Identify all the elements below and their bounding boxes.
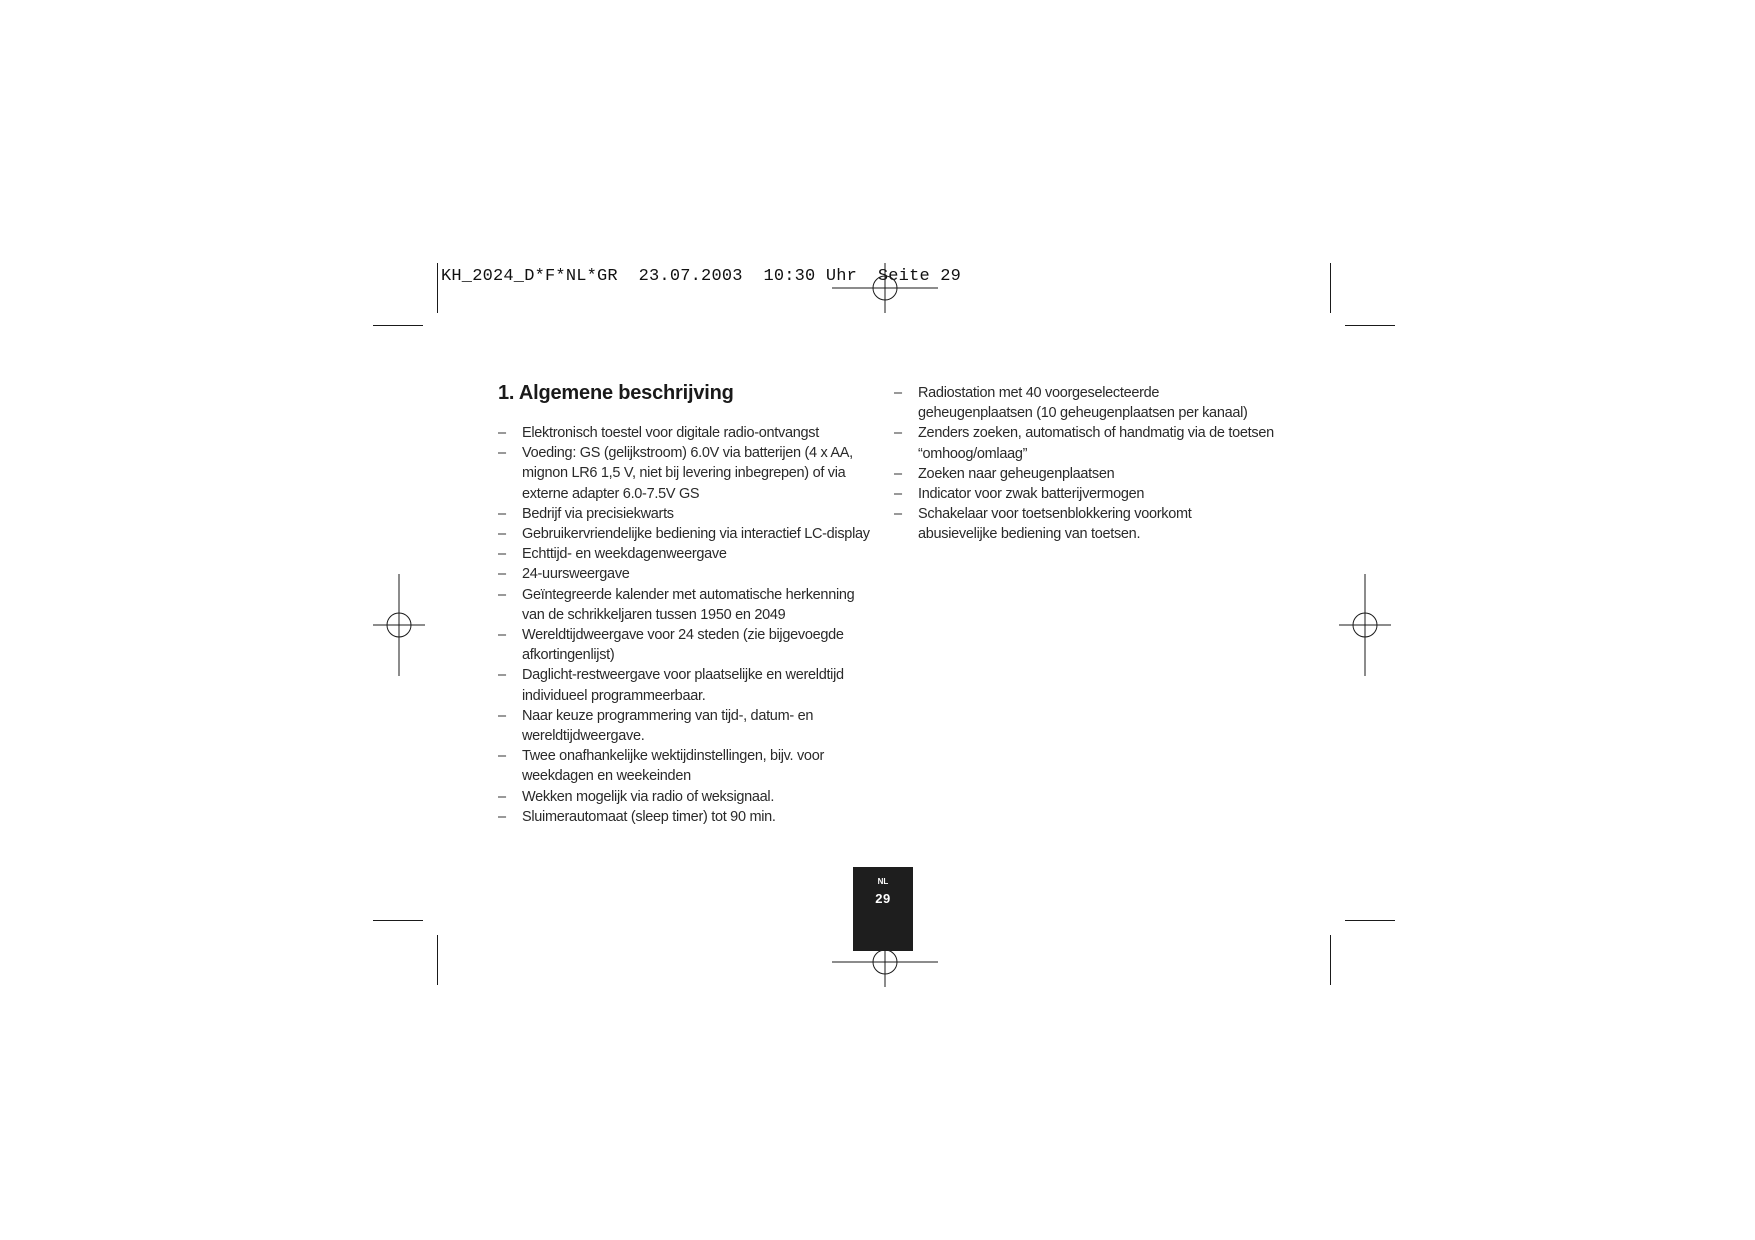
section-heading: 1. Algemene beschrijving [498,382,734,404]
crop-mark [437,263,438,313]
list-item: – Daglicht-restweergave voor plaatselijke en wereldtijd individueel programmeerbaar. [498,665,878,705]
right-column [894,383,1274,545]
list-item: – 24-uursweergave [498,564,878,584]
registration-mark-right [1339,574,1391,676]
list-item: – Bedrijf via precisiekwarts [498,504,878,524]
printer-slug: KH_2024_D*F*NL*GR 23.07.2003 10:30 Uhr Seite 29 [441,267,962,286]
language-label: NL [877,877,889,886]
crop-mark [1330,263,1331,313]
list-item: – Zenders zoeken, automatisch of handmatig via de toetsen “omhoog/omlaag” [894,423,1274,463]
registration-mark-top [832,263,938,313]
list-item: – Voeding: GS (gelijkstroom) 6.0V via batterijen (4 x AA, mignon LR6 1,5 V, niet bij levering inbegrepen) of via externe adapter 6.0-7.5V GS [498,443,878,504]
crop-mark [373,920,423,921]
list-item: – Indicator voor zwak batterijvermogen [894,484,1274,504]
list-item: – Geïntegreerde kalender met automatische herkenning van de schrikkeljaren tussen 1950 en 2049 [498,585,878,625]
list-item: – Radiostation met 40 voorgeselecteerde geheugenplaatsen (10 geheugenplaatsen per kanaal) [894,383,1274,423]
list-item: – Echttijd- en weekdagenweergave [498,544,878,564]
list-item: – Wekken mogelijk via radio of weksignaal. [498,787,878,807]
feature-list-left [498,423,878,827]
list-item: – Gebruikervriendelijke bediening via interactief LC-display [498,524,878,544]
list-item: – Wereldtijdweergave voor 24 steden (zie bijgevoegde afkortingenlijst) [498,625,878,665]
crop-mark [437,935,438,985]
page-number-tab [853,867,913,951]
registration-mark-left [373,574,425,676]
list-item: – Zoeken naar geheugenplaatsen [894,464,1274,484]
feature-list-right [894,383,1274,545]
list-item: – Naar keuze programmering van tijd-, datum- en wereldtijdweergave. [498,706,878,746]
crop-mark [373,325,423,326]
left-column [498,382,878,827]
crop-mark [1330,935,1331,985]
list-item: – Schakelaar voor toetsenblokkering voorkomt abusievelijke bediening van toetsen. [894,504,1274,544]
crop-mark [1345,325,1395,326]
page-number: 29 [875,891,891,906]
list-item: – Elektronisch toestel voor digitale radio-ontvangst [498,423,878,443]
crop-mark [1345,920,1395,921]
list-item: – Twee onafhankelijke wektijdinstellingen, bijv. voor weekdagen en weekeinden [498,746,878,786]
list-item: – Sluimerautomaat (sleep timer) tot 90 min. [498,807,878,827]
